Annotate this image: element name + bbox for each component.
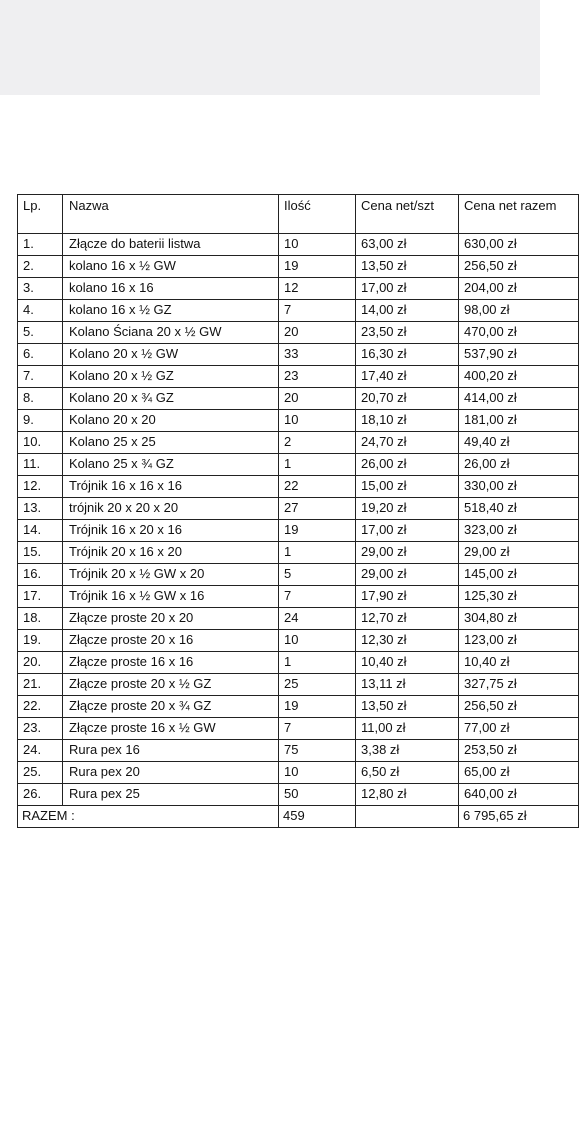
cell-qty: 1 — [279, 652, 356, 674]
cell-total: 327,75 zł — [459, 674, 579, 696]
cell-price: 12,30 zł — [356, 630, 459, 652]
cell-qty: 22 — [279, 476, 356, 498]
cell-qty: 10 — [279, 410, 356, 432]
cell-qty: 10 — [279, 630, 356, 652]
top-bar — [0, 0, 540, 95]
total-value: 6 795,65 zł — [459, 806, 579, 828]
cell-name: Rura pex 25 — [63, 784, 279, 806]
header-row — [18, 195, 579, 234]
cell-qty: 19 — [279, 696, 356, 718]
cell-lp: 22. — [18, 696, 63, 718]
cell-price: 16,30 zł — [356, 344, 459, 366]
cell-price: 13,50 zł — [356, 696, 459, 718]
cell-name: Rura pex 20 — [63, 762, 279, 784]
cell-price: 12,70 zł — [356, 608, 459, 630]
cell-qty: 33 — [279, 344, 356, 366]
cell-price: 6,50 zł — [356, 762, 459, 784]
total-row — [18, 806, 579, 828]
cell-total: 253,50 zł — [459, 740, 579, 762]
cell-name: Kolano 20 x ¾ GZ — [63, 388, 279, 410]
cell-total: 256,50 zł — [459, 696, 579, 718]
cell-price: 26,00 zł — [356, 454, 459, 476]
cell-lp: 10. — [18, 432, 63, 454]
header-name: Nazwa — [63, 195, 279, 234]
table-row — [18, 740, 579, 762]
cell-qty: 1 — [279, 542, 356, 564]
cell-name: Trójnik 16 x 16 x 16 — [63, 476, 279, 498]
cell-lp: 4. — [18, 300, 63, 322]
cell-price: 14,00 zł — [356, 300, 459, 322]
cell-name: kolano 16 x 16 — [63, 278, 279, 300]
cell-lp: 20. — [18, 652, 63, 674]
cell-total: 65,00 zł — [459, 762, 579, 784]
table-row — [18, 388, 579, 410]
cell-price: 63,00 zł — [356, 234, 459, 256]
table-row — [18, 564, 579, 586]
cell-name: Kolano Ściana 20 x ½ GW — [63, 322, 279, 344]
cell-qty: 20 — [279, 388, 356, 410]
cell-name: Kolano 20 x ½ GZ — [63, 366, 279, 388]
cell-total: 29,00 zł — [459, 542, 579, 564]
cell-lp: 24. — [18, 740, 63, 762]
table-row — [18, 476, 579, 498]
cell-qty: 20 — [279, 322, 356, 344]
cell-name: Złącze proste 20 x 16 — [63, 630, 279, 652]
cell-total: 98,00 zł — [459, 300, 579, 322]
cell-lp: 1. — [18, 234, 63, 256]
cell-name: Złącze proste 20 x ¾ GZ — [63, 696, 279, 718]
cell-total: 125,30 zł — [459, 586, 579, 608]
cell-lp: 18. — [18, 608, 63, 630]
cell-total: 537,90 zł — [459, 344, 579, 366]
cell-name: Kolano 20 x ½ GW — [63, 344, 279, 366]
table-row — [18, 520, 579, 542]
price-table-body — [18, 195, 579, 828]
cell-price: 29,00 zł — [356, 542, 459, 564]
cell-lp: 25. — [18, 762, 63, 784]
cell-total: 330,00 zł — [459, 476, 579, 498]
cell-lp: 15. — [18, 542, 63, 564]
cell-qty: 23 — [279, 366, 356, 388]
cell-qty: 50 — [279, 784, 356, 806]
table-row — [18, 432, 579, 454]
cell-name: Złącze proste 16 x 16 — [63, 652, 279, 674]
header-total: Cena net razem — [459, 195, 579, 234]
cell-qty: 1 — [279, 454, 356, 476]
cell-qty: 24 — [279, 608, 356, 630]
cell-total: 630,00 zł — [459, 234, 579, 256]
cell-name: Złącze proste 20 x ½ GZ — [63, 674, 279, 696]
cell-name: Złącze proste 20 x 20 — [63, 608, 279, 630]
cell-qty: 27 — [279, 498, 356, 520]
table-row — [18, 586, 579, 608]
cell-total: 123,00 zł — [459, 630, 579, 652]
cell-total: 414,00 zł — [459, 388, 579, 410]
cell-qty: 10 — [279, 234, 356, 256]
cell-price: 10,40 zł — [356, 652, 459, 674]
table-row — [18, 498, 579, 520]
cell-name: Trójnik 16 x ½ GW x 16 — [63, 586, 279, 608]
cell-price: 12,80 zł — [356, 784, 459, 806]
cell-lp: 5. — [18, 322, 63, 344]
price-table — [17, 194, 579, 828]
cell-lp: 13. — [18, 498, 63, 520]
cell-lp: 3. — [18, 278, 63, 300]
cell-total: 400,20 zł — [459, 366, 579, 388]
table-row — [18, 674, 579, 696]
cell-qty: 19 — [279, 256, 356, 278]
table-row — [18, 278, 579, 300]
cell-price: 17,40 zł — [356, 366, 459, 388]
cell-name: Kolano 20 x 20 — [63, 410, 279, 432]
cell-lp: 26. — [18, 784, 63, 806]
table-row — [18, 410, 579, 432]
cell-price: 17,90 zł — [356, 586, 459, 608]
cell-name: Trójnik 16 x 20 x 16 — [63, 520, 279, 542]
cell-total: 640,00 zł — [459, 784, 579, 806]
cell-qty: 7 — [279, 586, 356, 608]
cell-qty: 2 — [279, 432, 356, 454]
total-label: RAZEM : — [18, 806, 279, 828]
table-row — [18, 234, 579, 256]
cell-price: 15,00 zł — [356, 476, 459, 498]
cell-total: 77,00 zł — [459, 718, 579, 740]
table-row — [18, 300, 579, 322]
cell-qty: 7 — [279, 718, 356, 740]
table-row — [18, 454, 579, 476]
table-row — [18, 366, 579, 388]
cell-price: 3,38 zł — [356, 740, 459, 762]
cell-name: Trójnik 20 x ½ GW x 20 — [63, 564, 279, 586]
cell-name: Kolano 25 x ¾ GZ — [63, 454, 279, 476]
cell-price: 13,50 zł — [356, 256, 459, 278]
cell-total: 49,40 zł — [459, 432, 579, 454]
cell-total: 181,00 zł — [459, 410, 579, 432]
cell-total: 26,00 zł — [459, 454, 579, 476]
cell-lp: 23. — [18, 718, 63, 740]
header-lp: Lp. — [18, 195, 63, 234]
cell-price: 23,50 zł — [356, 322, 459, 344]
cell-price: 20,70 zł — [356, 388, 459, 410]
cell-price: 24,70 zł — [356, 432, 459, 454]
header-qty: Ilość — [279, 195, 356, 234]
cell-lp: 6. — [18, 344, 63, 366]
cell-lp: 14. — [18, 520, 63, 542]
cell-name: kolano 16 x ½ GZ — [63, 300, 279, 322]
cell-total: 204,00 zł — [459, 278, 579, 300]
cell-qty: 5 — [279, 564, 356, 586]
cell-price: 11,00 zł — [356, 718, 459, 740]
cell-lp: 21. — [18, 674, 63, 696]
total-price — [356, 806, 459, 828]
cell-lp: 11. — [18, 454, 63, 476]
cell-lp: 19. — [18, 630, 63, 652]
cell-lp: 7. — [18, 366, 63, 388]
cell-name: Rura pex 16 — [63, 740, 279, 762]
table-row — [18, 696, 579, 718]
table-row — [18, 784, 579, 806]
table-row — [18, 322, 579, 344]
cell-price: 29,00 zł — [356, 564, 459, 586]
table-row — [18, 344, 579, 366]
table-row — [18, 652, 579, 674]
cell-lp: 12. — [18, 476, 63, 498]
total-qty: 459 — [279, 806, 356, 828]
cell-qty: 7 — [279, 300, 356, 322]
cell-name: kolano 16 x ½ GW — [63, 256, 279, 278]
cell-lp: 17. — [18, 586, 63, 608]
cell-total: 518,40 zł — [459, 498, 579, 520]
cell-name: Trójnik 20 x 16 x 20 — [63, 542, 279, 564]
cell-name: trójnik 20 x 20 x 20 — [63, 498, 279, 520]
table-row — [18, 630, 579, 652]
cell-qty: 19 — [279, 520, 356, 542]
cell-price: 18,10 zł — [356, 410, 459, 432]
cell-price: 19,20 zł — [356, 498, 459, 520]
cell-price: 13,11 zł — [356, 674, 459, 696]
cell-total: 304,80 zł — [459, 608, 579, 630]
table-row — [18, 542, 579, 564]
cell-qty: 75 — [279, 740, 356, 762]
table-row — [18, 718, 579, 740]
cell-lp: 16. — [18, 564, 63, 586]
cell-price: 17,00 zł — [356, 520, 459, 542]
table-row — [18, 608, 579, 630]
cell-price: 17,00 zł — [356, 278, 459, 300]
table-row — [18, 762, 579, 784]
table-row — [18, 256, 579, 278]
header-price: Cena net/szt — [356, 195, 459, 234]
cell-qty: 25 — [279, 674, 356, 696]
cell-total: 10,40 zł — [459, 652, 579, 674]
cell-total: 323,00 zł — [459, 520, 579, 542]
cell-total: 145,00 zł — [459, 564, 579, 586]
cell-total: 256,50 zł — [459, 256, 579, 278]
cell-name: Kolano 25 x 25 — [63, 432, 279, 454]
cell-total: 470,00 zł — [459, 322, 579, 344]
cell-lp: 2. — [18, 256, 63, 278]
cell-qty: 10 — [279, 762, 356, 784]
cell-name: Złącze do baterii listwa — [63, 234, 279, 256]
cell-lp: 8. — [18, 388, 63, 410]
cell-qty: 12 — [279, 278, 356, 300]
cell-lp: 9. — [18, 410, 63, 432]
cell-name: Złącze proste 16 x ½ GW — [63, 718, 279, 740]
